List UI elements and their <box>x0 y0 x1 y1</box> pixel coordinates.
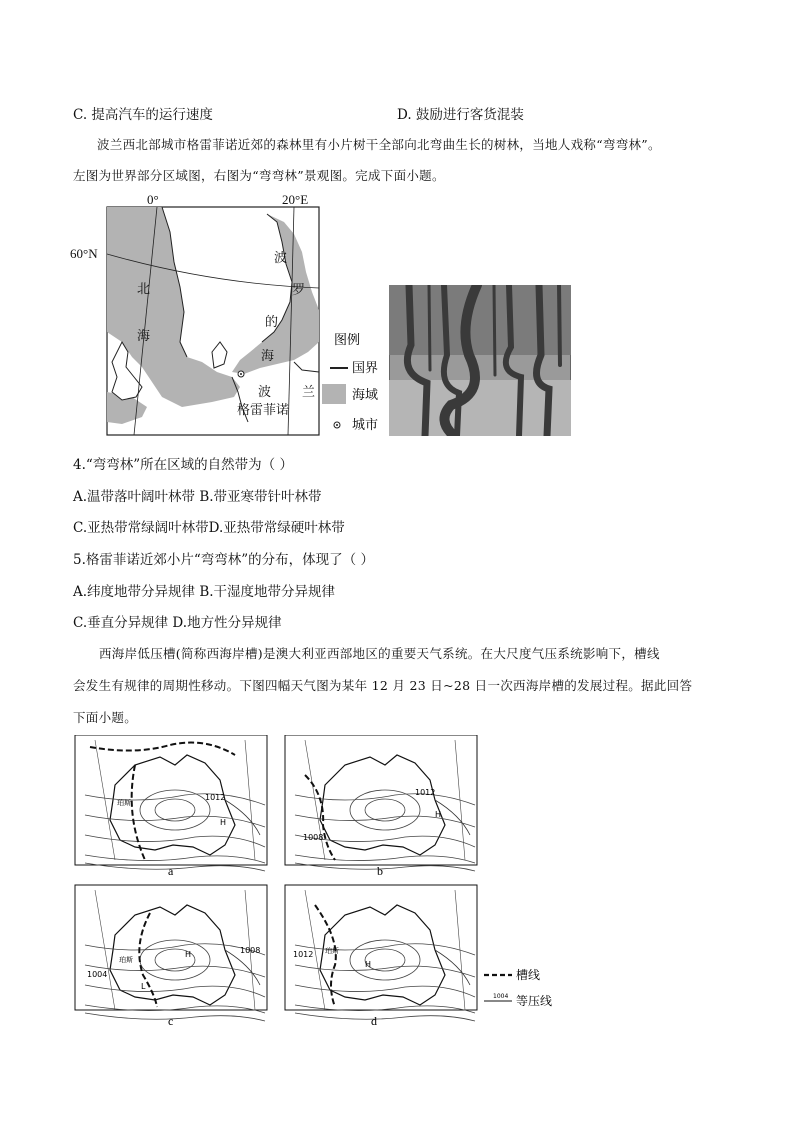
legend-border-label: 国界 <box>352 361 379 376</box>
passage1-line2: 左图为世界部分区域图，右图为“弯弯林”景观图。完成下面小题。 <box>73 168 445 183</box>
passage2-line3: 下面小题。 <box>73 710 138 725</box>
q5-stem: 5.格雷菲诺近郊小片“弯弯林”的分布，体现了（ ） <box>73 552 374 568</box>
weather-map-a <box>75 735 267 871</box>
legend-city-label: 城市 <box>352 418 379 433</box>
svg-text:珀斯: 珀斯 <box>119 956 133 964</box>
svg-text:珀斯: 珀斯 <box>117 799 131 807</box>
svg-text:H: H <box>435 810 442 819</box>
caption-c: c <box>168 1014 174 1028</box>
legend-title: 图例 <box>334 333 361 348</box>
svg-text:H: H <box>185 950 192 959</box>
label-lon-20e: 20°E <box>282 192 309 207</box>
svg-text:1008: 1008 <box>303 833 324 842</box>
legend-isobar-label: 等压线 <box>516 994 553 1008</box>
legend-isobar-value: 1004 <box>493 993 509 1000</box>
curved-forest-photo <box>389 285 571 436</box>
svg-text:L: L <box>141 982 146 991</box>
label-baltic-1: 波 <box>274 251 288 266</box>
svg-text:1012: 1012 <box>415 788 436 797</box>
legend-sea-label: 海域 <box>352 388 379 403</box>
svg-text:1012: 1012 <box>293 950 314 959</box>
label-city: 格雷菲诺 <box>237 403 290 418</box>
europe-map <box>62 192 392 442</box>
legend-sea-swatch <box>322 384 346 404</box>
weather-map-c <box>75 885 267 1021</box>
q5-options-ab: A.纬度地带分异规律 B.干湿度地带分异规律 <box>73 584 336 600</box>
label-north-sea-2: 海 <box>137 329 151 344</box>
svg-text:1004: 1004 <box>87 970 108 979</box>
label-poland-1: 波 <box>258 385 272 400</box>
caption-a: a <box>168 864 174 878</box>
caption-b: b <box>377 864 383 878</box>
label-poland-2: 兰 <box>302 385 316 400</box>
passage2-line2: 会发生有规律的周期性移动。下图四幅天气图为某年 12 月 23 日~28 日一次西海岸槽的发展过程。据此回答 <box>73 678 693 693</box>
option-d: D. 鼓励进行客货混装 <box>397 107 524 123</box>
caption-d: d <box>371 1014 377 1028</box>
label-lat-60n: 60°N <box>70 246 98 261</box>
label-baltic-3: 的 <box>265 315 279 330</box>
q5-options-cd: C.垂直分异规律 D.地方性分异规律 <box>73 615 282 631</box>
passage2-line1: 西海岸低压槽(简称西海岸槽)是澳大利亚西部地区的重要天气系统。在大尺度气压系统影响下，槽线 <box>99 646 660 661</box>
q4-stem: 4.“弯弯林”所在区域的自然带为（ ） <box>73 457 293 473</box>
weather-maps <box>70 735 570 1035</box>
svg-text:H: H <box>220 818 227 827</box>
svg-text:1008: 1008 <box>240 946 261 955</box>
weather-map-b <box>285 735 477 871</box>
svg-text:珀斯: 珀斯 <box>325 947 339 955</box>
legend-trough-label: 槽线 <box>516 968 541 982</box>
svg-text:H: H <box>365 960 372 969</box>
label-north-sea-1: 北 <box>137 282 151 297</box>
svg-text:1012: 1012 <box>205 793 226 802</box>
option-c: C. 提高汽车的运行速度 <box>73 107 213 123</box>
label-baltic-4: 海 <box>261 349 275 364</box>
q4-options-cd: C.亚热带常绿阔叶林带D.亚热带常绿硬叶林带 <box>73 520 345 536</box>
passage1-line1: 波兰西北部城市格雷菲诺近郊的森林里有小片树干全部向北弯曲生长的树林，当地人戏称“弯弯林”。 <box>97 137 661 152</box>
label-lon-0: 0° <box>147 192 159 207</box>
label-baltic-2: 罗 <box>292 283 306 298</box>
weather-map-d <box>285 885 477 1021</box>
q4-options-ab: A.温带落叶阔叶林带 B.带亚寒带针叶林带 <box>73 489 322 505</box>
